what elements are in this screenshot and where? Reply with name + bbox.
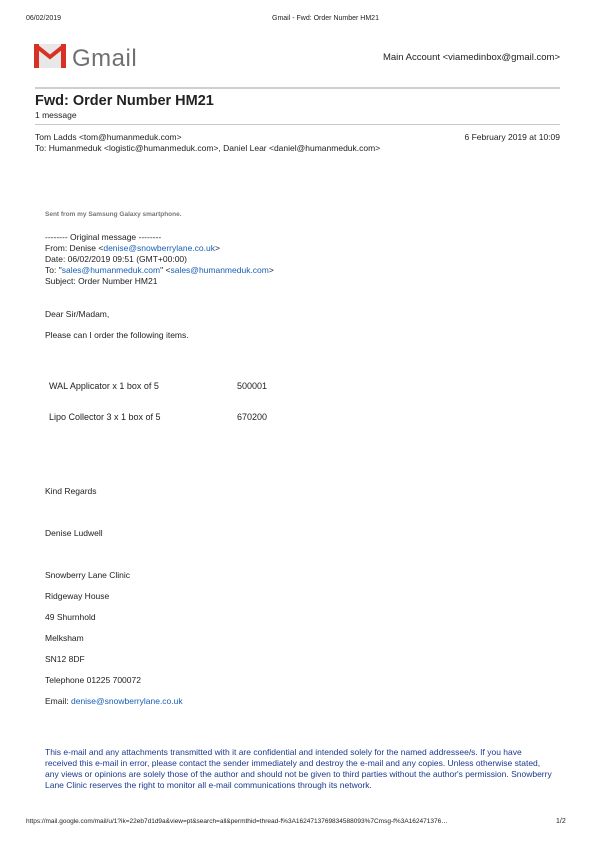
address-line-3-link[interactable]: Melksham: [45, 633, 84, 643]
forward-date-line: Date: 06/02/2019 09:51 (GMT+00:00): [45, 254, 187, 264]
address-line-4-link[interactable]: SN12 8DF: [45, 654, 85, 664]
forward-from-line: [45, 243, 220, 253]
forward-separator: -------- Original message --------: [45, 232, 162, 242]
email-label: Email:: [45, 696, 71, 706]
forward-to-close: >: [268, 265, 274, 275]
address-line-1: Ridgeway House: [45, 591, 110, 601]
forward-from-email-link[interactable]: denise@snowberrylane.co.uk: [103, 243, 215, 253]
order-item-code: 670200: [237, 412, 268, 422]
forward-from-label: From: Denise <: [45, 243, 104, 253]
confidentiality-disclaimer: This e-mail and any attachments transmitted with it are confidential and intended solely for the named addressee/s. If you have received this e-mail in error, please contact the sender immediately and destroy the e-mail and any copies. Unless otherwise stated, any views or opinions are solely those of the author and should not be given to third parties without the author's permission. Snowberry Lane Clinic reserves the right to monitor all e-mail communications through its network.: [45, 747, 552, 790]
print-title: Gmail - Fwd: Order Number HM21: [272, 15, 379, 22]
order-item-name: Lipo Collector 3 x 1 box of 5: [49, 412, 161, 422]
signature-email-link[interactable]: denise@snowberrylane.co.uk: [70, 696, 183, 706]
forward-to-email-link-1[interactable]: sales@humanmeduk.com: [61, 265, 161, 275]
clinic-name: Snowberry Lane Clinic: [45, 570, 131, 580]
closing-regards: Kind Regards: [45, 486, 97, 496]
forward-subject-line: Subject: Order Number HM21: [45, 276, 158, 286]
account-label: Main Account <viamedinbox@gmail.com>: [382, 52, 560, 63]
email-line: [45, 696, 183, 706]
message-recipients: To: Humanmeduk <logistic@humanmeduk.com>, Daniel Lear <daniel@humanmeduk.com>: [35, 143, 381, 153]
subject-divider: [35, 124, 560, 125]
gmail-wordmark: Gmail: [72, 45, 138, 72]
address-line-2-link[interactable]: 49 Shurnhold: [45, 612, 96, 622]
print-date: 06/02/2019: [26, 15, 62, 22]
thread-subject: Fwd: Order Number HM21: [35, 93, 214, 109]
header-divider: [35, 87, 560, 89]
greeting: Dear Sir/Madam,: [45, 309, 110, 319]
message-date: 6 February 2019 at 10:09: [464, 132, 560, 142]
gmail-logo[interactable]: [34, 44, 66, 70]
forward-to-line: [45, 265, 274, 275]
message-sender: Tom Ladds <tom@humanmeduk.com>: [35, 132, 182, 142]
forward-to-email-link-2[interactable]: sales@humanmeduk.com: [170, 265, 269, 275]
forward-from-close: >: [214, 243, 220, 253]
telephone-line: Telephone 01225 700072: [45, 675, 141, 685]
page-number: 1/2: [556, 818, 566, 825]
order-request: Please can I order the following items.: [45, 330, 189, 340]
gmail-m-icon: [34, 44, 66, 68]
order-item-code: 500001: [237, 381, 268, 391]
sent-from-note: Sent from my Samsung Galaxy smartphone.: [45, 211, 182, 218]
forward-to-label: To: ": [45, 265, 62, 275]
forward-to-mid: " <: [160, 265, 171, 275]
message-count: 1 message: [35, 110, 77, 120]
signer-name: Denise Ludwell: [45, 528, 103, 538]
order-item-name: WAL Applicator x 1 box of 5: [49, 381, 159, 391]
print-url: https://mail.google.com/mail/u/1?ik=22eb7d1d9a&view=pt&search=all&permthid=thread-f%3A1624713769834588093%7Cmsg-f%3A162471376…: [26, 818, 448, 825]
